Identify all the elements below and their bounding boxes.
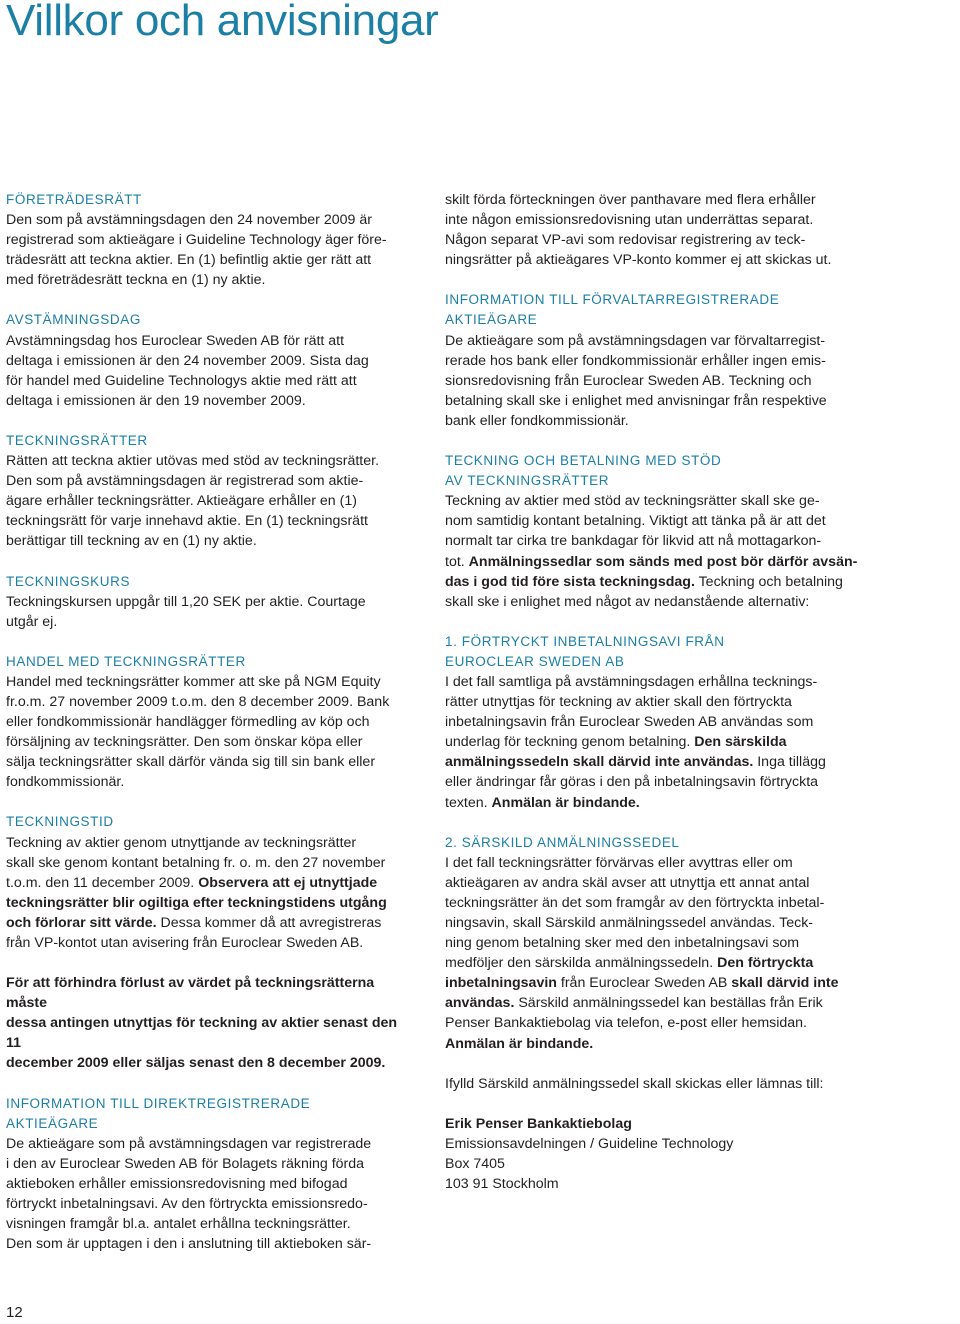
text-line: normalt tar cirka tre bankdagar för likvid att nå mottagarkon-	[445, 533, 822, 550]
bold-run: anmälningssedeln skall därvid inte användas.	[445, 754, 754, 771]
text-line: teckningsrätt för varje innehavd aktie. En (1) teckningsrätt	[6, 513, 368, 530]
section-heading: AV TECKNINGSRÄTTER	[445, 473, 610, 489]
text-line: berättigar till teckning av en (1) ny aktie.	[6, 533, 257, 550]
text-line: fondkommissionär.	[6, 774, 125, 791]
text-line: ningsavin, skall Särskild anmälningssedel användas. Teck-	[445, 915, 814, 931]
text-line: Ifylld Särskild anmälningssedel skall skickas eller lämnas till:	[445, 1075, 824, 1092]
text-line: ning genom betalning sker med den inbetalningsavi som	[445, 935, 800, 952]
bold-line: För att förhindra förlust av värdet på teckningsrätterna måste	[6, 975, 375, 1012]
section-heading: INFORMATION TILL DIREKTREGISTRERADE AKTIEÄGARE	[6, 1095, 311, 1131]
text-line: skall ske genom kontant betalning fr. o. m. den 27 november	[6, 854, 386, 871]
left-column	[6, 190, 406, 1274]
section-heading: AKTIEÄGARE	[445, 312, 538, 328]
text-line	[445, 752, 865, 772]
text-line: aktieboken erhåller emissionsredovisning med bifogad	[6, 1175, 348, 1192]
text-line: nom samtidig kontant betalning. Viktigt att tänka på är att det	[445, 513, 826, 530]
bold-line: teckningsrätter blir ogiltiga efter teckningstidens utgång	[6, 894, 387, 911]
text-line	[445, 572, 865, 592]
page-number: 12	[6, 1304, 23, 1321]
section-continued	[445, 190, 865, 270]
text-line: inte någon emissionsredovisning utan underrättas separat.	[445, 212, 814, 229]
bold-run: das i god tid före sista teckningsdag.	[445, 573, 695, 590]
text-run: underlag för teckning genom betalning.	[445, 734, 695, 751]
section-foretradesratt	[6, 190, 406, 290]
text-line	[6, 873, 406, 893]
bold-line: dessa antingen utnyttjas för teckning av aktier senast den 11	[6, 1015, 398, 1052]
text-line: Någon separat VP-avi som redovisar registrering av teck-	[445, 232, 806, 249]
text-line: trädesrätt att teckna aktier. En (1) befintlig aktie ger rätt att	[6, 252, 372, 269]
bold-run: och förlorar sitt värde.	[6, 914, 157, 931]
text-line: sälja teckningsrätter skall därför vända sig till sin bank eller	[6, 754, 376, 771]
address-block	[445, 1114, 865, 1194]
text-line: försäljning av teckningsrätter. Den som önskar köpa eller	[6, 734, 363, 751]
text-run: Dessa kommer då att avregistreras	[156, 914, 382, 931]
text-line: bank eller fondkommissionär.	[445, 412, 629, 429]
text-run: Teckning och betalning	[694, 573, 843, 590]
text-run: texten.	[445, 794, 492, 811]
section-heading: AVSTÄMNINGSDAG	[6, 312, 141, 328]
text-line: utgår ej.	[6, 613, 58, 630]
text-run: Inga tillägg	[753, 754, 826, 771]
text-line: Teckning av aktier genom utnyttjande av teckningsrätter	[6, 834, 357, 851]
section-heading: TECKNING OCH BETALNING MED STÖD	[445, 453, 722, 469]
text-line: registrerad som aktieägare i Guideline Technology äger före-	[6, 232, 387, 249]
text-line: Den som på avstämningsdagen är registrerad som aktie-	[6, 473, 364, 490]
section-heading: TECKNINGSTID	[6, 814, 114, 830]
text-line	[445, 732, 865, 752]
section-betalning	[445, 451, 865, 612]
text-line: rerade hos bank eller fondkommissionär erhåller ingen emis-	[445, 352, 826, 369]
text-line	[445, 793, 865, 813]
bold-run: inbetalningsavin	[445, 975, 557, 992]
section-heading: TECKNINGSKURS	[6, 573, 131, 589]
text-line: visningen framgår bl.a. antalet erhållna teckningsrätter.	[6, 1216, 351, 1233]
text-line: Rätten att teckna aktier utövas med stöd av teckningsrätter.	[6, 453, 380, 470]
text-line: från VP-kontot utan avisering från Euroclear Sweden AB.	[6, 935, 364, 951]
text-line: med företrädesrätt teckna en (1) ny aktie.	[6, 272, 266, 289]
section-avstamningsdag	[6, 310, 406, 410]
address-name: Erik Penser Bankaktiebolag	[445, 1115, 632, 1132]
section-teckningstid	[6, 812, 406, 953]
text-line: Avstämningsdag hos Euroclear Sweden AB för rätt att	[6, 332, 345, 349]
text-line: Handel med teckningsrätter kommer att ske på NGM Equity	[6, 673, 381, 690]
section-heading: 2. SÄRSKILD ANMÄLNINGSSEDEL	[445, 834, 680, 850]
bold-run: Anmälan är bindande.	[491, 794, 640, 811]
bold-run: användas.	[445, 995, 515, 1012]
text-line: sionsredovisning från Euroclear Sweden AB. Teckning och	[445, 372, 812, 389]
text-line: Den som på avstämningsdagen den 24 november 2009 är	[6, 212, 372, 229]
text-run: medföljer den särskilda anmälningssedeln.	[445, 955, 718, 972]
text-line: i den av Euroclear Sweden AB för Bolagets räkning förda	[6, 1155, 365, 1172]
text-line: deltaga i emissionen är den 24 november 2009. Sista dag	[6, 352, 369, 369]
bold-run: Den särskilda	[694, 734, 787, 751]
text-line: teckningsrätter än det som framgår av den förtryckta inbetal-	[445, 894, 825, 911]
text-line	[445, 993, 865, 1013]
address-city: 103 91 Stockholm	[445, 1176, 559, 1193]
text-line: De aktieägare som på avstämningsdagen var registrerade	[6, 1135, 372, 1152]
section-alternative-1	[445, 632, 865, 813]
text-line: rätter utnyttjas för teckning av aktier skall den förtryckta	[445, 694, 792, 711]
section-forvaltarregistrerade	[445, 290, 865, 431]
text-line: De aktieägare som på avstämningsdagen var förvaltarregist-	[445, 332, 826, 349]
text-run: från Euroclear Sweden AB	[556, 975, 732, 992]
text-run: Särskild anmälningssedel kan beställas från Erik	[514, 995, 823, 1012]
bold-line: Anmälan är bindande.	[445, 1035, 594, 1052]
section-teckningskurs	[6, 572, 406, 632]
text-line	[445, 973, 865, 993]
section-heading: TECKNINGSRÄTTER	[6, 432, 148, 448]
bold-run: skall därvid inte	[731, 975, 839, 992]
text-line: eller fondkommissionär handlägger förmedling av köp och	[6, 714, 370, 731]
text-line	[445, 953, 865, 973]
section-heading: HANDEL MED TECKNINGSRÄTTER	[6, 653, 246, 669]
text-run: tot.	[445, 553, 469, 570]
bold-run: Anmälningssedlar som sänds med post bör därför avsän-	[468, 553, 858, 570]
text-line: inbetalningsavin från Euroclear Sweden AB användas som	[445, 714, 814, 731]
text-line: Penser Bankaktiebolag via telefon, e-post eller hemsidan.	[445, 1015, 807, 1032]
text-line	[445, 552, 865, 572]
text-line: betalning skall ske i enlighet med anvisningar från respektive	[445, 392, 827, 409]
address-box: Box 7405	[445, 1155, 505, 1172]
bold-line: december 2009 eller säljas senast den 8 december 2009.	[6, 1055, 386, 1072]
text-line: ningsrätter på aktieägares VP-konto kommer ej att skickas ut.	[445, 252, 832, 269]
text-line: I det fall samtliga på avstämningsdagen erhållna tecknings-	[445, 673, 818, 690]
text-line: deltaga i emissionen är den 19 november 2009.	[6, 392, 306, 409]
bold-run: Observera att ej utnyttjade	[198, 874, 378, 891]
text-line: skilt förda förteckningen över panthavare med flera erhåller	[445, 192, 816, 208]
text-line	[6, 913, 406, 933]
section-heading: INFORMATION TILL FÖRVALTARREGISTRERADE	[445, 292, 780, 308]
text-line: ägare erhåller teckningsrätter. Aktieägare erhåller en (1)	[6, 493, 357, 510]
text-line: för handel med Guideline Technologys aktie med rätt att	[6, 372, 357, 389]
section-teckningsratter	[6, 431, 406, 552]
text-run: t.o.m. den 11 december 2009.	[6, 874, 199, 891]
section-heading: 1. FÖRTRYCKT INBETALNINGSAVI FRÅN	[445, 633, 725, 649]
text-line: Teckningskursen uppgår till 1,20 SEK per aktie. Courtage	[6, 593, 366, 610]
text-line: Teckning av aktier med stöd av teckningsrätter skall ske ge-	[445, 493, 820, 510]
text-line: Den som är upptagen i den i anslutning till aktieboken sär-	[6, 1236, 372, 1253]
section-heading: EUROCLEAR SWEDEN AB	[445, 653, 625, 669]
section-ifylld	[445, 1074, 865, 1094]
page-title: Villkor och anvisningar	[6, 0, 439, 45]
section-handel	[6, 652, 406, 793]
text-line: förtryckt inbetalningsavi. Av den förtryckta emissionsredo-	[6, 1196, 368, 1213]
address-department: Emissionsavdelningen / Guideline Technology	[445, 1135, 734, 1152]
right-column	[445, 190, 865, 1214]
text-line: aktieägaren av andra skäl avser att utnyttja ett annat antal	[445, 874, 810, 891]
section-alternative-2	[445, 833, 865, 1054]
section-direktregistrerade	[6, 1094, 406, 1255]
section-heading: FÖRETRÄDESRÄTT	[6, 192, 142, 207]
text-line: eller ändringar får göras i den på inbetalningsavin förtryckta	[445, 774, 819, 791]
text-line: fr.o.m. 27 november 2009 t.o.m. den 8 december 2009. Bank	[6, 693, 390, 710]
text-line: I det fall teckningsrätter förvärvas eller avyttras eller om	[445, 854, 793, 871]
section-warning	[6, 973, 406, 1073]
text-line: skall ske i enlighet med något av nedanstående alternativ:	[445, 593, 810, 610]
bold-run: Den förtryckta	[717, 955, 814, 972]
